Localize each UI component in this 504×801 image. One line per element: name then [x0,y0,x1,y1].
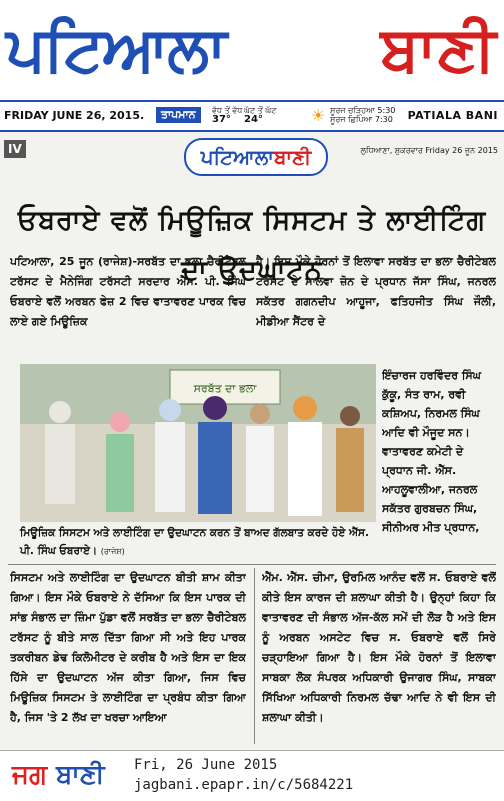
article-sidebar-column: ਇੰਚਾਰਜ ਹਰਵਿੰਦਰ ਸਿੰਘ ਕੁੱਕੂ, ਸੰਤ ਰਾਮ, ਰਵੀ ਕਸ਼ਿਅਪ, ਨਿਰਮਲ ਸਿੰਘ ਆਦਿ ਵੀ ਮੌਜੂਦ ਸਨ। ਵਾਤਾਵਰਣ ਕਮੇਟੀ ਦੇ ਪ੍ਰਧਾਨ ਜੀ. ਐੱਸ. ਆਹਲੂਵਾਲੀਆ, ਜਨਰਲ ਸਕੱਤਰ ਗੁਰਬਚਨ ਸਿੰਘ, ਸੀਨੀਅਰ ਮੀਤ ਪ੍ਰਧਾਨ, [382,369,481,534]
masthead-title-bani: ਬਾਣੀ [380,12,496,85]
jagbani-logo: ਜਗ ਬਾਣੀ [12,760,105,790]
article-column-3: ਸਿਸਟਮ ਅਤੇ ਲਾਈਟਿੰਗ ਦਾ ਉਦਘਾਟਨ ਬੀਤੀ ਸ਼ਾਮ ਕੀਤਾ ਗਿਆ। ਇਸ ਮੌਕੇ ਓਬਰਾਏ ਨੇ ਦੱਸਿਆ ਕਿ ਇਸ ਪਾਰਕ ਦੀ ਸਾਂਭ ਸੰਭਾਲ ਦਾ ਜ਼ਿੰਮਾ ਪੁੱਡਾ ਵਲੋਂ ਸਰਬੱਤ ਦਾ ਭਲਾ ਚੈਰੀਟੇਬਲ ਟਰੱਸਟ ਨੂੰ ਬੀਤੇ ਸਾਲ ਦਿੱਤਾ ਗਿਆ ਸੀ ਅਤੇ ਇਹ ਪਾਰਕ ਤਕਰੀਬਨ ਡੇਢ ਕਿਲੋਮੀਟਰ ਦੇ ਕਰੀਬ ਹੈ ਅਤੇ ਇਸ ਦਾ ਇਕ ਹਿੱਸੇ ਦਾ ਉਦਘਾਟਨ ਅੱਜ ਕੀਤਾ ਗਿਆ, ਜਿਸ ਵਿਚ ਮਿਊਜ਼ਿਕ ਸਿਸਟਮ ਤੇ ਲਾਈਟਿੰਗ ਦਾ ਪ੍ਰਬੰਧ ਕੀਤਾ ਗਿਆ ਹੈ, ਜਿਸ 'ਤੇ 2 ਲੱਖ ਦਾ ਖਰਚਾ ਆਇਆ [10,571,246,724]
sun-icon: ☀ [311,106,326,125]
paper-name: PATIALA BANI [407,109,498,122]
news-photo [20,364,376,522]
article-headline: ਓਬਰਾਏ ਵਲੋਂ ਮਿਊਜ਼ਿਕ ਸਿਸਟਮ ਤੇ ਲਾਈਟਿੰਗ ਦਾ ਉਦਘਾਟਨ [17,205,487,286]
article-column-1: ਪਟਿਆਲਾ, 25 ਜੂਨ (ਰਾਜੇਸ਼)-ਸਰਬੱਤ ਦਾ ਭਲਾ ਚੈਰੀਟੇਬਲ ਟਰੱਸਟ ਦੇ ਮੈਨੇਜਿੰਗ ਟਰੱਸਟੀ ਸਰਦਾਰ ਐੱਸ. ਪੀ. ਸਿੰਘ ਓਬਰਾਏ ਵਲੋਂ ਅਰਬਨ ਫੇਜ਼ 2 ਵਿਚ ਵਾਤਾਵਰਣ ਪਾਰਕ ਵਿਚ ਲਾਏ ਗਏ ਮਿਊਜ਼ਿਕ [10,255,246,328]
dateline-bar [0,100,504,132]
article-column-4: ਐੱਮ. ਐੱਸ. ਚੀਮਾ, ਉਰਮਿਲ ਆਨੰਦ ਵਲੋਂ ਸ. ਓਬਰਾਏ ਵਲੋਂ ਕੀਤੇ ਇਸ ਕਾਰਜ ਦੀ ਸ਼ਲਾਘਾ ਕੀਤੀ ਹੈ। ਉਨ੍ਹਾਂ ਕਿਹਾ ਕਿ ਵਾਤਾਵਰਣ ਦੀ ਸੰਭਾਲ ਅੱਜ-ਕੱਲ ਸਮੇਂ ਦੀ ਲੋੜ ਹੈ ਅਤੇ ਇਸ ਨੂੰ ਅਰਬਨ ਅਸਟੇਟ ਵਿਚ ਸ. ਓਬਰਾਏ ਵਲੋਂ ਸਿਰੇ ਚੜ੍ਹਾਇਆ ਗਿਆ ਹੈ। ਇਸ ਮੌਕੇ ਹੋਰਨਾਂ ਤੋਂ ਇਲਾਵਾ ਸਾਬਕਾ ਲੋਕ ਸੰਪਰਕ ਅਧਿਕਾਰੀ ਉਜਾਗਰ ਸਿੰਘ, ਸਾਬਕਾ ਸਿੱਖਿਆ ਅਧਿਕਾਰੀ ਨਿਰਮਲ ਚੱਢਾ ਆਦਿ ਨੇ ਵੀ ਇਸ ਦੀ ਸ਼ਲਾਘਾ ਕੀਤੀ। [262,571,496,724]
section-badge: ਪਟਿਆਲਾਬਾਣੀ [184,138,328,176]
photo-caption: ਮਿਊਜ਼ਿਕ ਸਿਸਟਮ ਅਤੇ ਲਾਈਟਿੰਗ ਦਾ ਉਦਘਾਟਨ ਕਰਨ ਤੋਂ ਬਾਅਦ ਗੱਲਬਾਤ ਕਰਦੇ ਹੋਏ ਐੱਸ. ਪੀ. ਸਿੰਘ ਓਬਰਾਏ। (ਰਾਜੇਸ਼) [20,527,369,557]
photo-banner-text: ਸਰਬੱਤ ਦਾ ਭਲਾ [193,382,257,395]
temperature-label: ਤਾਪਮਾਨ [156,107,201,123]
photo-credit: (ਰਾਜੇਸ਼) [100,547,125,556]
divider [8,564,496,565]
article-column-2: ਹੈ। ਇਸ ਮੌਕੇ ਹੋਰਨਾਂ ਤੋਂ ਇਲਾਵਾ ਸਰਬੱਤ ਦਾ ਭਲਾ ਚੈਰੀਟੇਬਲ ਟਰੱਸਟ ਦੇ ਮਾਲਵਾ ਜ਼ੋਨ ਦੇ ਪ੍ਰਧਾਨ ਜੱਸਾ ਸਿੰਘ, ਜਨਰਲ ਸਕੱਤਰ ਗਗਨਦੀਪ ਆਹੂਜਾ, ਫਤਿਹਜੀਤ ਸਿੰਘ ਜੌਲੀ, ਮੀਡੀਆ ਸੈਂਟਰ ਦੇ [256,255,496,328]
sunrise-time: ਸੂਰਜ ਚੜ੍ਹਿਆ 5:30 ਸੂਰਜ ਛਿਪਿਆ 7:30 [330,106,396,124]
footer [0,750,504,801]
min-temp: ਘੱਟ ਤੋਂ ਘੱਟ 24° [244,106,277,125]
masthead-title-patiala: ਪਟਿਆਲਾ [6,12,225,85]
footer-info [134,755,353,795]
column-divider [254,568,255,744]
section-header [0,134,504,186]
issue-date: FRIDAY JUNE 26, 2015. [4,109,145,122]
masthead [0,0,504,100]
page-number-tag: IV [4,140,26,158]
max-temp: ਵੱਧ ਤੋਂ ਵੱਧ 37° [212,106,243,125]
footer-date: Fri, 26 June 2015 [134,757,278,773]
epaper-link[interactable]: jagbani.epapr.in/c/5684221 [134,777,354,793]
section-date: ਲੁਧਿਆਣਾ, ਸ਼ੁਕਰਵਾਰ Friday 26 ਜੂਨ 2015 [360,146,498,155]
